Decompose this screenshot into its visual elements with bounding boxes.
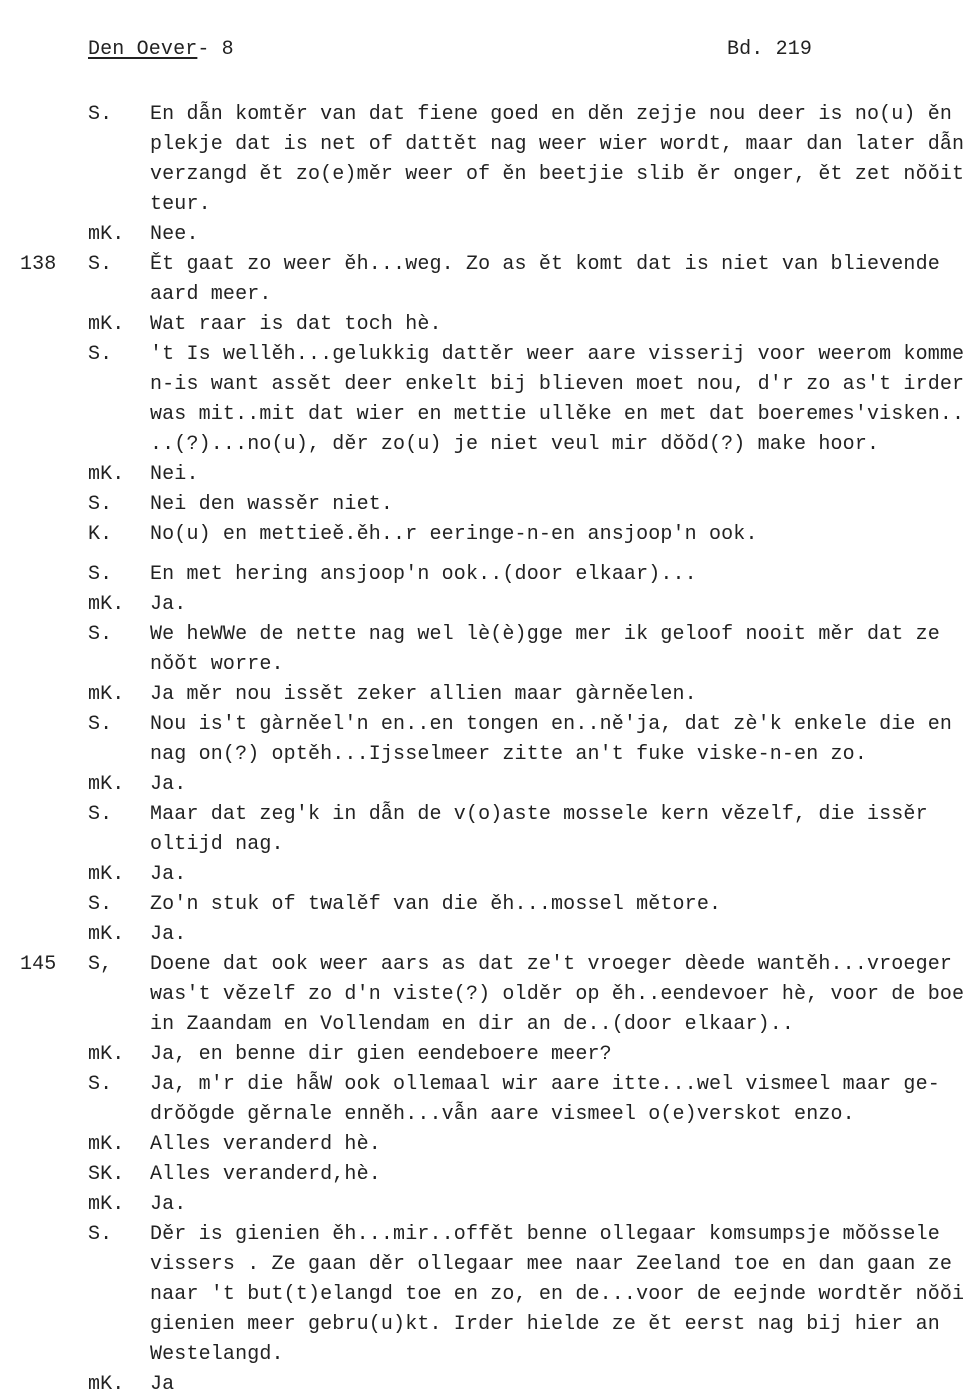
speaker-turn [0, 100, 979, 220]
transcript-line: En met hering ansjoop'n ook..(door elkaar)... [150, 563, 697, 586]
speaker-label: S. [88, 623, 113, 646]
speaker-label: K. [88, 523, 113, 546]
speaker-label: S, [88, 953, 113, 976]
transcript-body [0, 100, 979, 1392]
transcript-line: Doene dat ook weer aars as dat ze't vroeger dèede wantěh...vroeger [150, 953, 953, 976]
speaker-turn [0, 1130, 979, 1160]
transcript-line: Alles veranderd,hè. [150, 1163, 381, 1186]
speaker-turn [0, 950, 979, 1040]
speaker-label: S. [88, 893, 113, 916]
speaker-label: S. [88, 1223, 113, 1246]
speaker-label: mK. [88, 1373, 125, 1392]
transcript-line: Wat raar is dat toch hè. [150, 313, 442, 336]
speaker-turn [0, 220, 979, 250]
transcript-line: En dẫn komtěr van dat fiene goed en děn zejje nou deer is no(u) ěn [150, 103, 953, 126]
transcript-line: Nei. [150, 463, 199, 486]
speaker-turn [0, 1190, 979, 1220]
transcript-line: nag on(?) optěh...Ijsselmeer zitte an't fuke viske-n-en zo. [150, 743, 867, 766]
page-header [0, 38, 979, 62]
transcript-line: ..(?)...no(u), děr zo(u) je niet veul mir dŏŏd(?) make hoor. [150, 433, 880, 456]
transcript-line: naar 't but(t)elangd toe en zo, en de...voor de eejnde wordtěr nŏŏi [150, 1283, 965, 1306]
speaker-turn [0, 920, 979, 950]
speaker-label: S. [88, 713, 113, 736]
transcript-line: Ja. [150, 863, 187, 886]
speaker-label: mK. [88, 1193, 125, 1216]
speaker-label: mK. [88, 773, 125, 796]
transcript-line: vissers . Ze gaan děr ollegaar mee naar Zeeland toe en dan gaan ze [150, 1253, 953, 1276]
transcript-line: gienien meer gebru(u)kt. Irder hielde ze ět eerst nag bij hier an [150, 1313, 940, 1336]
speaker-label: mK. [88, 1133, 125, 1156]
speaker-turn [0, 1370, 979, 1392]
speaker-label: mK. [88, 683, 125, 706]
transcript-line: verzangd ět zo(e)měr weer of ěn beetjie slib ěr onger, ět zet nŏŏit [150, 163, 965, 186]
transcript-line: teur. [150, 193, 211, 216]
transcript-line: Nou is't gàrněel'n en..en tongen en..ně'ja, dat zè'k enkele die en [150, 713, 953, 736]
transcript-line: plekje dat is net of dattět nag weer wier wordt, maar dan later dẫn [150, 133, 965, 156]
speaker-label: S. [88, 253, 113, 276]
speaker-label: S. [88, 103, 113, 126]
speaker-label: mK. [88, 463, 125, 486]
speaker-label: mK. [88, 1043, 125, 1066]
speaker-turn [0, 1040, 979, 1070]
transcript-line: nŏŏt worre. [150, 653, 284, 676]
speaker-turn [0, 890, 979, 920]
speaker-label: SK. [88, 1163, 125, 1186]
speaker-turn [0, 620, 979, 680]
speaker-label: mK. [88, 223, 125, 246]
speaker-turn [0, 520, 979, 550]
transcript-line: was mit..mit dat wier en mettie ullěke en met dat boeremes'visken.. [150, 403, 965, 426]
transcript-line: We heWWe de nette nag wel lè(è)gge mer ik geloof nooit měr dat ze [150, 623, 940, 646]
speaker-label: S. [88, 493, 113, 516]
speaker-label: mK. [88, 593, 125, 616]
header-page-number: Bd. 219 [727, 38, 813, 61]
speaker-turn [0, 1070, 979, 1130]
speaker-label: mK. [88, 313, 125, 336]
speaker-turn [0, 1220, 979, 1370]
speaker-turn [0, 770, 979, 800]
speaker-turn [0, 710, 979, 770]
speaker-turn [0, 490, 979, 520]
speaker-turn [0, 860, 979, 890]
transcript-line: Ět gaat zo weer ěh...weg. Zo as ět komt dat is niet van blievende [150, 253, 940, 276]
speaker-turn [0, 460, 979, 490]
transcript-line: drŏŏgde gěrnale enněh...vẫn aare vismeel o(e)verskot enzo. [150, 1103, 855, 1126]
header-place-suffix: - 8 [197, 38, 234, 61]
transcript-line: Ja, m'r die hẫW ook ollemaal wir aare itte...wel vismeel maar ge- [150, 1073, 940, 1096]
speaker-turn [0, 680, 979, 710]
speaker-label: S. [88, 803, 113, 826]
transcript-line: Ja měr nou issět zeker allien maar gàrněelen. [150, 683, 697, 706]
header-location [88, 38, 234, 62]
transcript-line: Děr is gienien ěh...mir..offět benne ollegaar komsumpsje mŏŏssele [150, 1223, 940, 1246]
speaker-turn [0, 590, 979, 620]
speaker-label: S. [88, 563, 113, 586]
speaker-label: S. [88, 1073, 113, 1096]
line-number: 138 [20, 253, 57, 276]
speaker-label: mK. [88, 863, 125, 886]
transcript-line: Alles veranderd hè. [150, 1133, 381, 1156]
transcript-line: in Zaandam en Vollendam en dir an de..(door elkaar).. [150, 1013, 795, 1036]
line-number: 145 [20, 953, 57, 976]
transcript-line: oltijd nag. [150, 833, 284, 856]
speaker-turn [0, 800, 979, 860]
transcript-line: Maar dat zeg'k in dẫn de v(o)aste mossele kern vězelf, die issěr [150, 803, 928, 826]
speaker-label: S. [88, 343, 113, 366]
transcript-line: Ja. [150, 923, 187, 946]
transcript-line: Ja. [150, 773, 187, 796]
transcript-line: Zo'n stuk of twalěf van die ěh...mossel mětore. [150, 893, 722, 916]
speaker-turn [0, 1160, 979, 1190]
transcript-line: aard meer. [150, 283, 272, 306]
transcript-line: No(u) en mettieě.ěh..r eeringe-n-en ansjoop'n ook. [150, 523, 758, 546]
transcript-line: Nee. [150, 223, 199, 246]
speaker-label: mK. [88, 923, 125, 946]
transcript-line: Ja. [150, 593, 187, 616]
transcript-line: was't vězelf zo d'n viste(?) olděr op ěh..eendevoer hè, voor de boe [150, 983, 965, 1006]
speaker-turn [0, 560, 979, 590]
transcript-line: Westelangd. [150, 1343, 284, 1366]
speaker-turn [0, 340, 979, 460]
transcript-line: n-is want assět deer enkelt bij blieven moet nou, d'r zo as't irder [150, 373, 965, 396]
speaker-turn [0, 250, 979, 310]
transcript-line: Nei den wassěr niet. [150, 493, 394, 516]
transcript-line: Ja, en benne dir gien eendeboere meer? [150, 1043, 612, 1066]
speaker-turn [0, 310, 979, 340]
transcript-line: Ja [150, 1373, 175, 1392]
transcript-line: Ja. [150, 1193, 187, 1216]
header-place: Den Oever [88, 38, 198, 61]
transcript-line: 't Is wellěh...gelukkig dattěr weer aare visserij voor weerom komme [150, 343, 965, 366]
